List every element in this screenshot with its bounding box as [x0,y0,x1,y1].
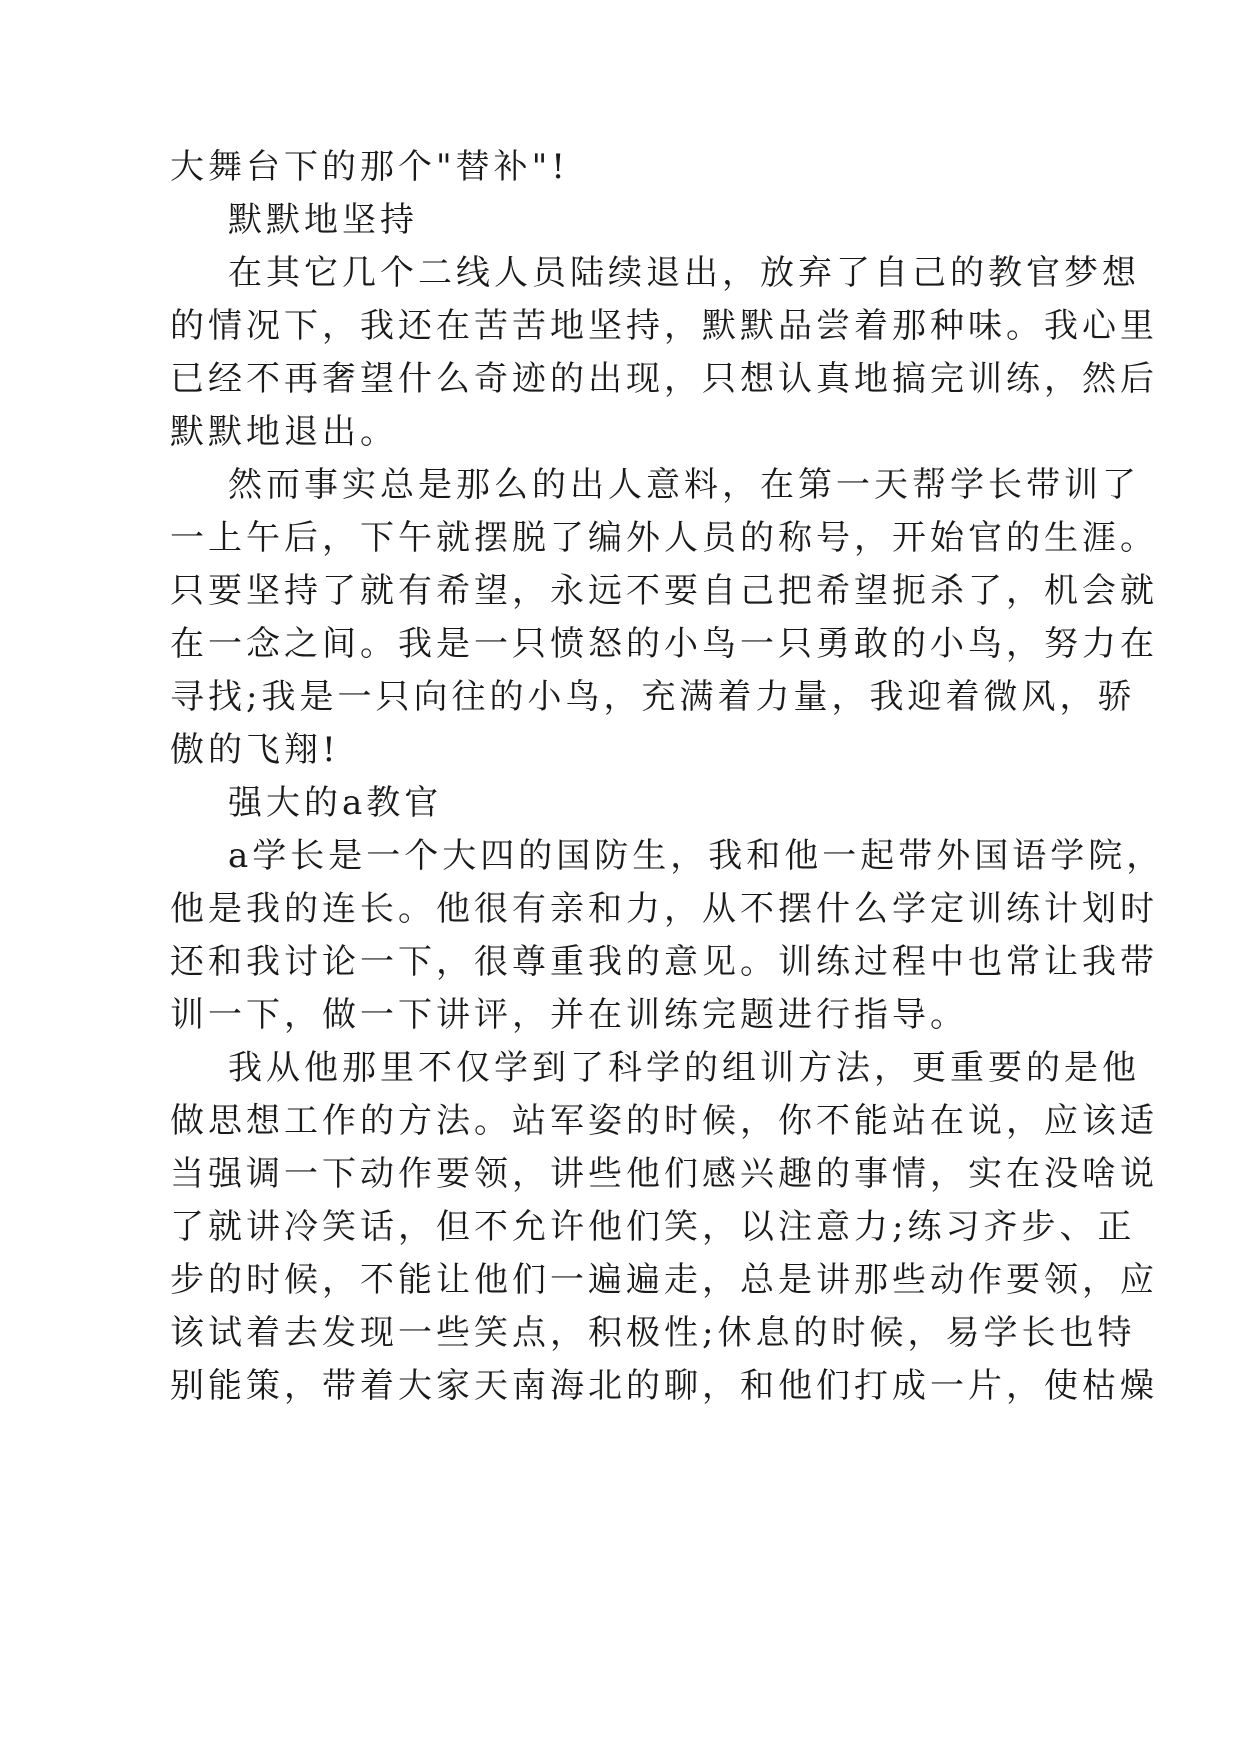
text-line [0,667,1241,727]
line-text: 强大的a教官 [228,783,443,823]
line-text: 他是我的连长。他很有亲和力，从不摆什么学定训练计划时 [170,889,1158,929]
text-line [0,1091,1241,1151]
text-line [0,1197,1241,1257]
text-line [0,1144,1241,1204]
paragraph-first-line [0,455,1241,515]
text-line [0,349,1241,409]
line-text: 步的时候，不能让他们一遍遍走，总是讲那些动作要领，应 [170,1260,1158,1300]
text-line [0,1303,1241,1363]
line-text: 我从他那里不仅学到了科学的组训方法，更重要的是他 [228,1048,1140,1088]
text-line [0,1356,1241,1416]
line-text: 然而事实总是那么的出人意料，在第一天帮学长带训了 [228,465,1140,505]
section-heading [0,773,1241,833]
line-text: 寻找;我是一只向往的小鸟，充满着力量，我迎着微风，骄 [170,677,1136,717]
section-heading [0,190,1241,250]
line-text: 了就讲冷笑话，但不允许他们笑，以注意力;练习齐步、正 [170,1207,1136,1247]
text-line [0,508,1241,568]
text-line [0,296,1241,356]
line-text: 训一下，做一下讲评，并在训练完题进行指导。 [170,995,968,1035]
line-text: 做思想工作的方法。站军姿的时候，你不能站在说，应该适 [170,1101,1158,1141]
line-text: 只要坚持了就有希望，永远不要自己把希望扼杀了，机会就 [170,571,1158,611]
line-text: 一上午后，下午就摆脱了编外人员的称号，开始官的生涯。 [170,518,1158,558]
paragraph-first-line [0,826,1241,886]
line-text: 该试着去发现一些笑点，积极性;休息的时候，易学长也特 [170,1313,1136,1353]
line-text: 还和我讨论一下，很尊重我的意见。训练过程中也常让我带 [170,942,1158,982]
line-text: 的情况下，我还在苦苦地坚持，默默品尝着那种味。我心里 [170,306,1158,346]
text-line [0,402,1241,462]
paragraph-first-line [0,243,1241,303]
text-line [0,1250,1241,1310]
line-text: 已经不再奢望什么奇迹的出现，只想认真地搞完训练，然后 [170,359,1158,399]
line-text: 默默地坚持 [228,200,418,240]
paragraph-first-line [0,1038,1241,1098]
line-text: 傲的飞翔! [170,730,340,770]
text-line [0,879,1241,939]
line-text: 默默地退出。 [170,412,398,452]
text-line [0,561,1241,621]
text-line [0,985,1241,1045]
line-text: 别能策，带着大家天南海北的聊，和他们打成一片，使枯燥 [170,1366,1158,1406]
line-text: a学长是一个大四的国防生，我和他一起带外国语学院， [228,836,1165,876]
line-text: 大舞台下的那个"替补"! [170,147,569,187]
line-text: 在其它几个二线人员陆续退出，放弃了自己的教官梦想 [228,253,1140,293]
text-line [0,614,1241,674]
line-text: 当强调一下动作要领，讲些他们感兴趣的事情，实在没啥说 [170,1154,1158,1194]
text-line [0,932,1241,992]
text-line [0,720,1241,780]
text-line [0,137,1241,197]
line-text: 在一念之间。我是一只愤怒的小鸟一只勇敢的小鸟，努力在 [170,624,1158,664]
